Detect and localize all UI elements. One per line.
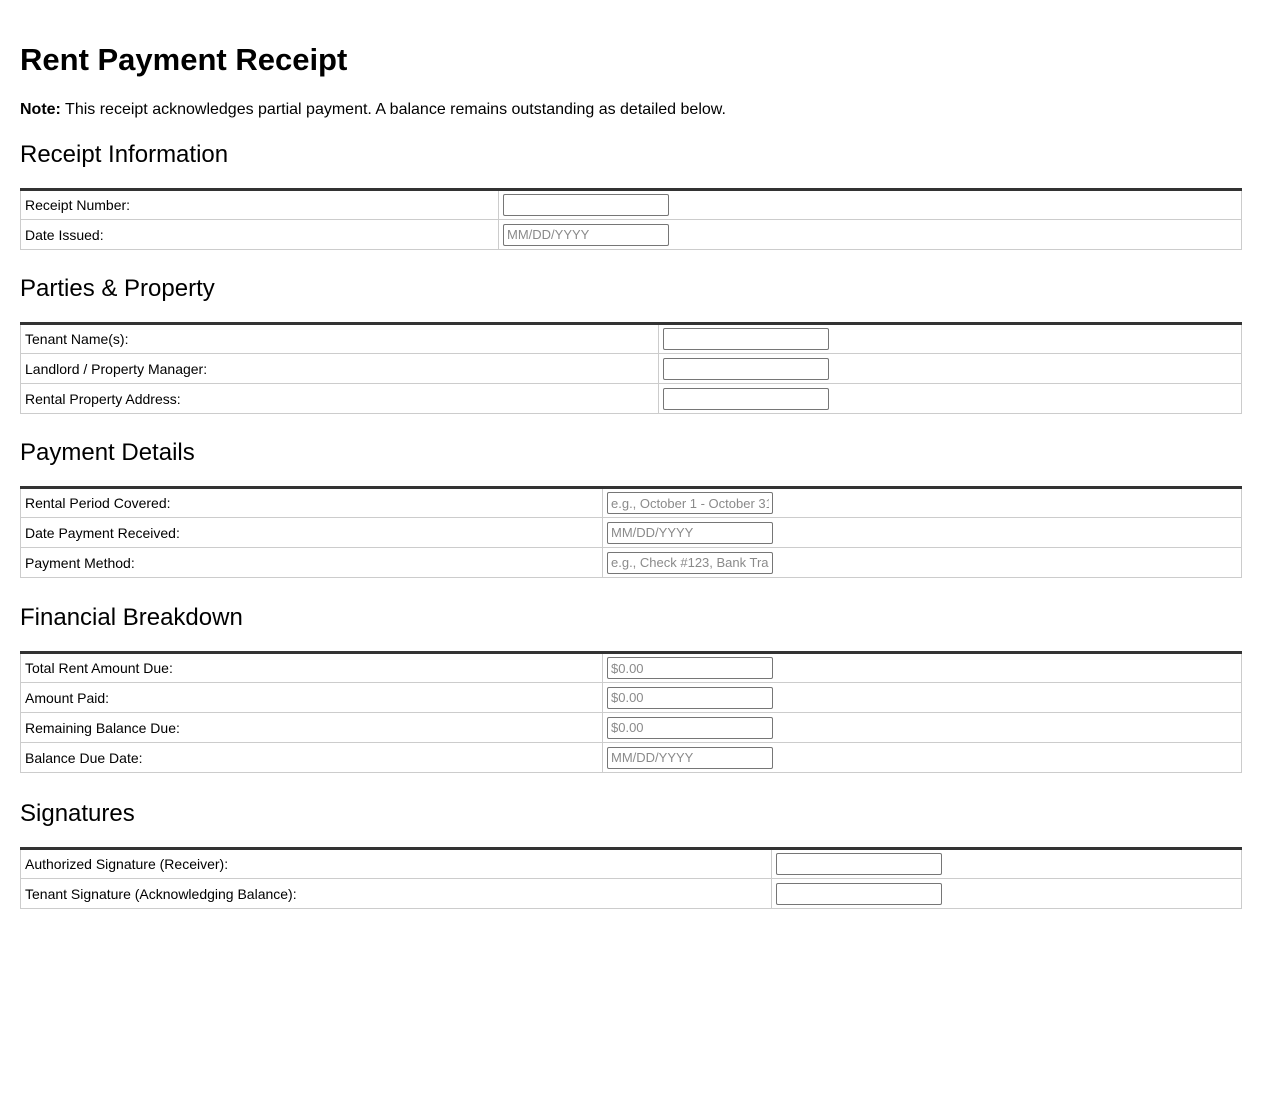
section-heading-payment-details: Payment Details: [20, 439, 195, 466]
date-issued-label: Date Issued:: [21, 220, 499, 250]
date-payment-received-label: Date Payment Received:: [21, 518, 603, 548]
table-row: [21, 548, 1242, 578]
table-row: [21, 683, 1242, 713]
payment-details-table: [20, 486, 1242, 578]
financial-breakdown-table: [20, 651, 1242, 773]
balance-due-date-label: Balance Due Date:: [21, 743, 603, 773]
receipt-number-input[interactable]: [503, 194, 669, 216]
landlord-input[interactable]: [663, 358, 829, 380]
receipt-information-table: [20, 188, 1242, 250]
tenant-names-label: Tenant Name(s):: [21, 324, 659, 354]
table-row: [21, 488, 1242, 518]
date-payment-received-input[interactable]: [607, 522, 773, 544]
tenant-signature-input[interactable]: [776, 883, 942, 905]
landlord-label: Landlord / Property Manager:: [21, 354, 659, 384]
total-rent-due-label: Total Rent Amount Due:: [21, 653, 603, 683]
table-row: [21, 324, 1242, 354]
rental-period-label: Rental Period Covered:: [21, 488, 603, 518]
note-label: Note:: [20, 101, 61, 118]
balance-due-date-input[interactable]: [607, 747, 773, 769]
parties-property-table: [20, 322, 1242, 414]
section-heading-parties-property: Parties & Property: [20, 275, 215, 302]
property-address-label: Rental Property Address:: [21, 384, 659, 414]
table-row: [21, 653, 1242, 683]
total-rent-due-input[interactable]: [607, 657, 773, 679]
table-row: [21, 518, 1242, 548]
table-row: [21, 190, 1242, 220]
remaining-balance-label: Remaining Balance Due:: [21, 713, 603, 743]
section-heading-signatures: Signatures: [20, 800, 135, 827]
table-row: [21, 384, 1242, 414]
rental-period-input[interactable]: [607, 492, 773, 514]
payment-method-input[interactable]: [607, 552, 773, 574]
date-issued-input[interactable]: [503, 224, 669, 246]
signatures-table: [20, 847, 1242, 909]
amount-paid-label: Amount Paid:: [21, 683, 603, 713]
table-row: [21, 354, 1242, 384]
tenant-signature-label: Tenant Signature (Acknowledging Balance):: [21, 879, 772, 909]
table-row: [21, 879, 1242, 909]
payment-method-label: Payment Method:: [21, 548, 603, 578]
amount-paid-input[interactable]: [607, 687, 773, 709]
table-row: [21, 713, 1242, 743]
partial-payment-note: [20, 100, 726, 120]
authorized-signature-label: Authorized Signature (Receiver):: [21, 849, 772, 879]
section-heading-receipt-information: Receipt Information: [20, 141, 229, 168]
property-address-input[interactable]: [663, 388, 829, 410]
page-title: Rent Payment Receipt: [20, 42, 348, 77]
receipt-number-label: Receipt Number:: [21, 190, 499, 220]
table-row: [21, 743, 1242, 773]
note-text: This receipt acknowledges partial payment. A balance remains outstanding as detailed below.: [60, 101, 726, 118]
remaining-balance-input[interactable]: [607, 717, 773, 739]
table-row: [21, 220, 1242, 250]
authorized-signature-input[interactable]: [776, 853, 942, 875]
section-heading-financial-breakdown: Financial Breakdown: [20, 604, 243, 631]
tenant-names-input[interactable]: [663, 328, 829, 350]
table-row: [21, 849, 1242, 879]
